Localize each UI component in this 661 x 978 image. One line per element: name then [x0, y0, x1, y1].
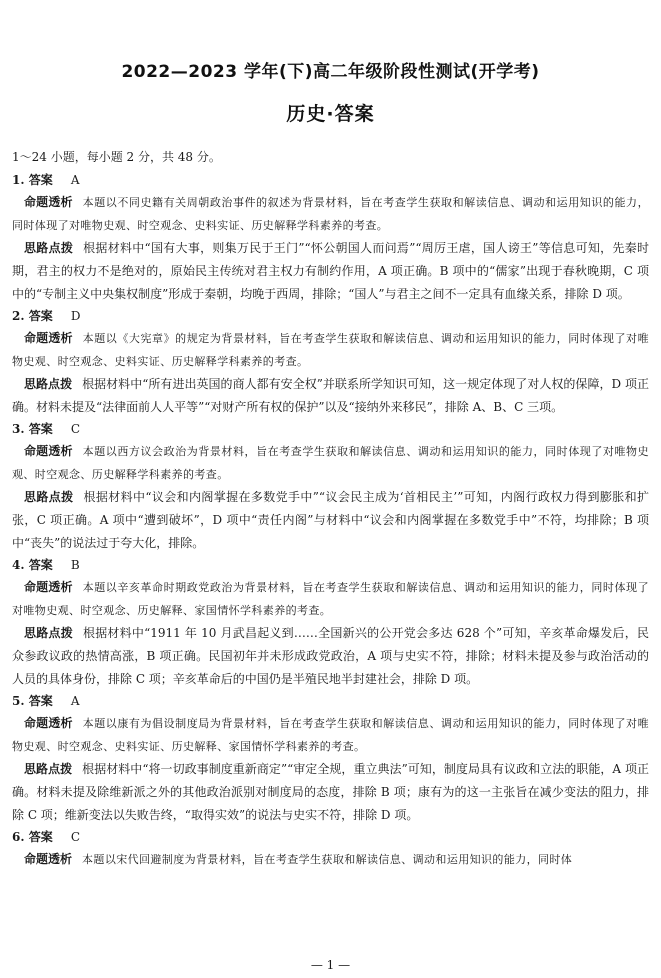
- hint-block: [12, 373, 649, 419]
- hint-text: 根据材料中“国有大事，则集万民于王门”“怀公朝国人而问焉”“周厉王虐，国人谤王”等信息可知，先秦时期，君主的权力不是绝对的，原始民主传统对君主权力有制约作用，A 项正确。B 项中的“儒家”出现于春秋晚期，C 项中的“专制主义中央集权制度”形成于秦朝，均晚于西周，排除；“国人”与君主之间不一定具有血缘关系，排除 D 项。: [12, 241, 649, 301]
- hint-block: [12, 758, 649, 827]
- analysis-block: [12, 191, 649, 237]
- question-5: [12, 691, 649, 827]
- answer-label: 答案: [28, 558, 53, 572]
- analysis-text: 本题以西方议会政治为背景材料，旨在考查学生获取和解读信息、调动和运用知识的能力，同时体现了对唯物史观、时空观念、历史解释学科素养的考查。: [12, 445, 649, 481]
- hint-label: 思路点拨: [24, 490, 74, 504]
- hint-label: 思路点拨: [24, 241, 74, 255]
- hint-label: 思路点拨: [24, 377, 73, 391]
- question-header: [12, 306, 649, 327]
- question-header: [12, 419, 649, 440]
- analysis-block: [12, 712, 649, 758]
- answer-value: D: [70, 309, 81, 323]
- answer-label: 答案: [28, 694, 53, 708]
- question-header: [12, 170, 649, 191]
- question-2: [12, 306, 649, 419]
- analysis-block: [12, 440, 649, 486]
- analysis-label: 命题透析: [24, 580, 73, 594]
- hint-text: 根据材料中“1911 年 10 月武昌起义到……全国新兴的公开党会多达 628 个”可知，辛亥革命爆发后，民众参政议政的热情高涨，B 项正确。民国初年并未形成政党政治，A 项与史实不符，排除；材料未提及参与政治活动的人员的具体身份，排除 C 项；辛亥革命后的中国仍是半殖民地半封建社会，排除 D 项。: [12, 626, 649, 686]
- question-number: 4.: [12, 558, 25, 572]
- answer-value: B: [70, 558, 80, 572]
- hint-label: 思路点拨: [24, 626, 73, 640]
- hint-block: [12, 237, 649, 306]
- hint-block: [12, 486, 649, 555]
- analysis-text: 本题以宋代回避制度为背景材料，旨在考查学生获取和解读信息、调动和运用知识的能力，同时体: [82, 853, 573, 866]
- analysis-block: [12, 576, 649, 622]
- question-header: [12, 555, 649, 576]
- hint-label: 思路点拨: [24, 762, 73, 776]
- question-number: 1.: [12, 173, 25, 187]
- analysis-text: 本题以不同史籍有关周朝政治事件的叙述为背景材料，旨在考查学生获取和解读信息、调动和运用知识的能力，同时体现了对唯物史观、时空观念、史料实证、历史解释学科素养的考查。: [12, 196, 649, 232]
- question-header: [12, 691, 649, 712]
- question-1: [12, 170, 649, 306]
- hint-text: 根据材料中“议会和内阁掌握在多数党手中”“议会民主成为‘首相民主’”可知，内阁行政权力得到膨胀和扩张，C 项正确。A 项中“遭到破坏”，D 项中“责任内阁”与材料中“议会和内阁掌握在多数党手中”不符，均排除；B 项中“丧失”的说法过于夸大化，排除。: [12, 490, 649, 550]
- answer-label: 答案: [28, 422, 53, 436]
- question-number: 3.: [12, 422, 25, 436]
- analysis-label: 命题透析: [24, 852, 73, 866]
- answer-label: 答案: [28, 830, 53, 844]
- answer-value: C: [70, 830, 81, 844]
- hint-text: 根据材料中“所有进出英国的商人都有安全权”并联系所学知识可知，这一规定体现了对人权的保障，D 项正确。材料未提及“法律面前人人平等”“对财产所有权的保护”以及“接纳外来移民”，排除 A、B、C 三项。: [12, 377, 649, 414]
- analysis-text: 本题以康有为倡设制度局为背景材料，旨在考查学生获取和解读信息、调动和运用知识的能力，同时体现了对唯物史观、时空观念、史料实证、历史解释、家国情怀学科素养的考查。: [12, 717, 649, 753]
- answer-value: C: [70, 422, 81, 436]
- answer-value: A: [70, 173, 80, 187]
- analysis-label: 命题透析: [24, 195, 73, 209]
- exam-title: 2022—2023 学年(下)高二年级阶段性测试(开学考): [121, 62, 540, 82]
- page-number: — 1 —: [310, 958, 351, 972]
- question-number: 6.: [12, 830, 25, 844]
- answer-value: A: [70, 694, 80, 708]
- exam-subtitle: 历史·答案: [286, 103, 375, 125]
- answer-list: [12, 170, 649, 871]
- question-3: [12, 419, 649, 555]
- scoring-note: 1～24 小题，每小题 2 分，共 48 分。: [12, 150, 221, 164]
- analysis-text: 本题以辛亥革命时期政党政治为背景材料，旨在考查学生获取和解读信息、调动和运用知识的能力，同时体现了对唯物史观、时空观念、历史解释、家国情怀学科素养的考查。: [12, 581, 649, 617]
- question-header: [12, 827, 649, 848]
- question-6: [12, 827, 649, 871]
- question-number: 5.: [12, 694, 25, 708]
- answer-label: 答案: [28, 309, 53, 323]
- analysis-block: [12, 327, 649, 373]
- question-4: [12, 555, 649, 691]
- analysis-text: 本题以《大宪章》的规定为背景材料，旨在考查学生获取和解读信息、调动和运用知识的能力，同时体现了对唯物史观、时空观念、史料实证、历史解释学科素养的考查。: [12, 332, 649, 368]
- answer-label: 答案: [28, 173, 53, 187]
- analysis-label: 命题透析: [24, 716, 73, 730]
- hint-block: [12, 622, 649, 691]
- question-number: 2.: [12, 309, 25, 323]
- hint-text: 根据材料中“将一切政事制度重新商定”“审定全规，重立典法”可知，制度局具有议政和立法的职能，A 项正确。材料未提及除维新派之外的其他政治派别对制度局的态度，排除 B 项；康有为的这一主张旨在减少变法的阻力，排除 C 项；维新变法以失败告终，“取得实效”的说法与史实不符，排除 D 项。: [12, 762, 649, 822]
- analysis-label: 命题透析: [24, 331, 73, 345]
- analysis-block: [12, 848, 649, 871]
- analysis-label: 命题透析: [24, 444, 73, 458]
